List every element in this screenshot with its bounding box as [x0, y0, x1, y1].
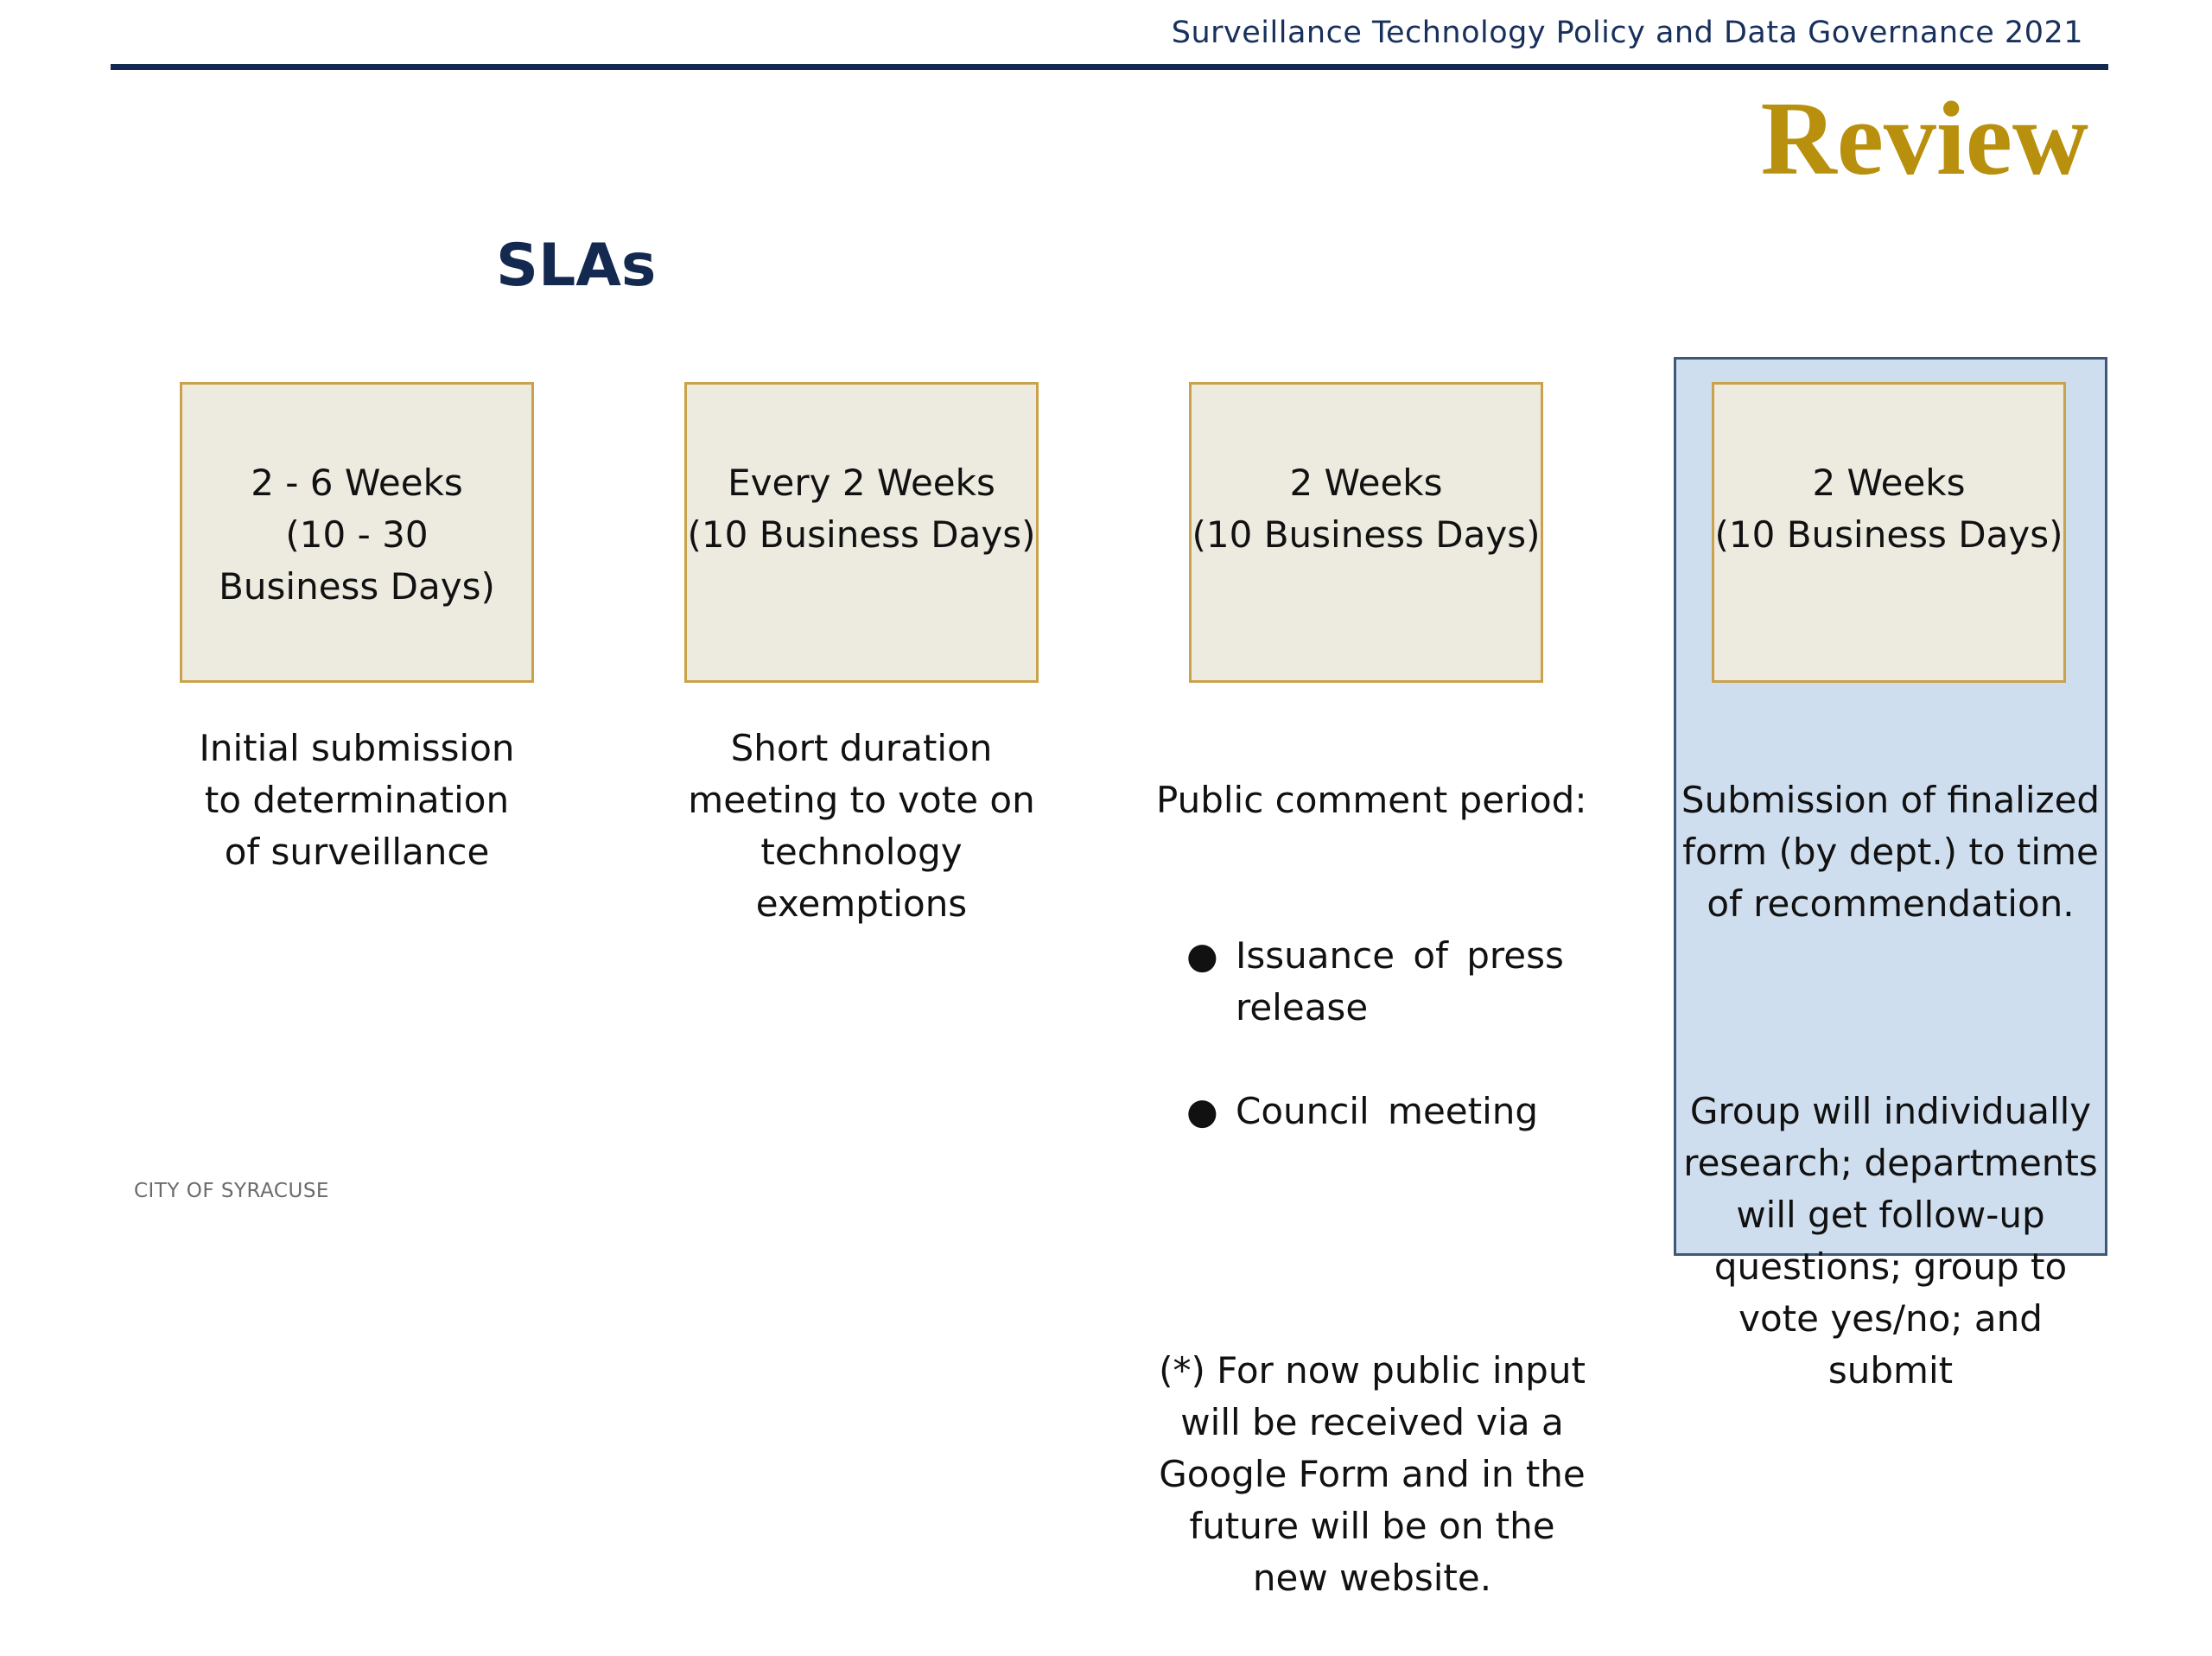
- sla-description-2: Short duration meeting to vote on technology exemptions: [688, 727, 1035, 925]
- list-item: [1156, 1086, 1588, 1137]
- sla-box-2: [684, 382, 1039, 683]
- section-title: SLAs: [496, 232, 657, 300]
- spacer: [1681, 982, 2101, 1034]
- sla-box-4-text: 2 Weeks (10 Business Days): [1714, 462, 2063, 556]
- bullet-text: Council meeting: [1236, 1090, 1539, 1132]
- sla-description-4-extra: Group will individually research; departments will get follow-up questions; group to vote yes/no; and submit: [1683, 1090, 2098, 1392]
- sla-description-4-text: Submission of finalized form (by dept.) to time of recommendation.: [1681, 779, 2101, 925]
- spacer: [1156, 1241, 1588, 1293]
- bullet-list: [1156, 878, 1588, 1189]
- sla-note-3: (*) For now public input will be received via a Google Form and in the future will be on the new website.: [1159, 1349, 1586, 1599]
- sla-box-3: [1189, 382, 1543, 683]
- page-title: Review: [1760, 80, 2088, 197]
- sla-description-4: [1681, 723, 2101, 1449]
- sla-box-3-text: 2 Weeks (10 Business Days): [1192, 462, 1541, 556]
- header-divider: [111, 64, 2108, 70]
- bullet-text: Issuance of press release: [1236, 934, 1564, 1029]
- sla-box-1-text: 2 - 6 Weeks (10 - 30 Business Days): [219, 462, 495, 608]
- sla-box-2-text: Every 2 Weeks (10 Business Days): [687, 462, 1036, 556]
- sla-box-1: [180, 382, 534, 683]
- sla-description-3: [1156, 723, 1588, 1656]
- sla-description-3-heading: Public comment period:: [1156, 779, 1587, 821]
- bullet-icon: ●: [1186, 934, 1218, 977]
- header-title: Surveillance Technology Policy and Data Governance 2021: [1171, 16, 2083, 50]
- sla-description-1: Initial submission to determination of surveillance: [199, 727, 515, 873]
- footer-org: CITY OF SYRACUSE: [134, 1180, 329, 1202]
- bullet-icon: ●: [1186, 1090, 1218, 1132]
- list-item: [1156, 930, 1588, 1034]
- sla-box-4: [1712, 382, 2066, 683]
